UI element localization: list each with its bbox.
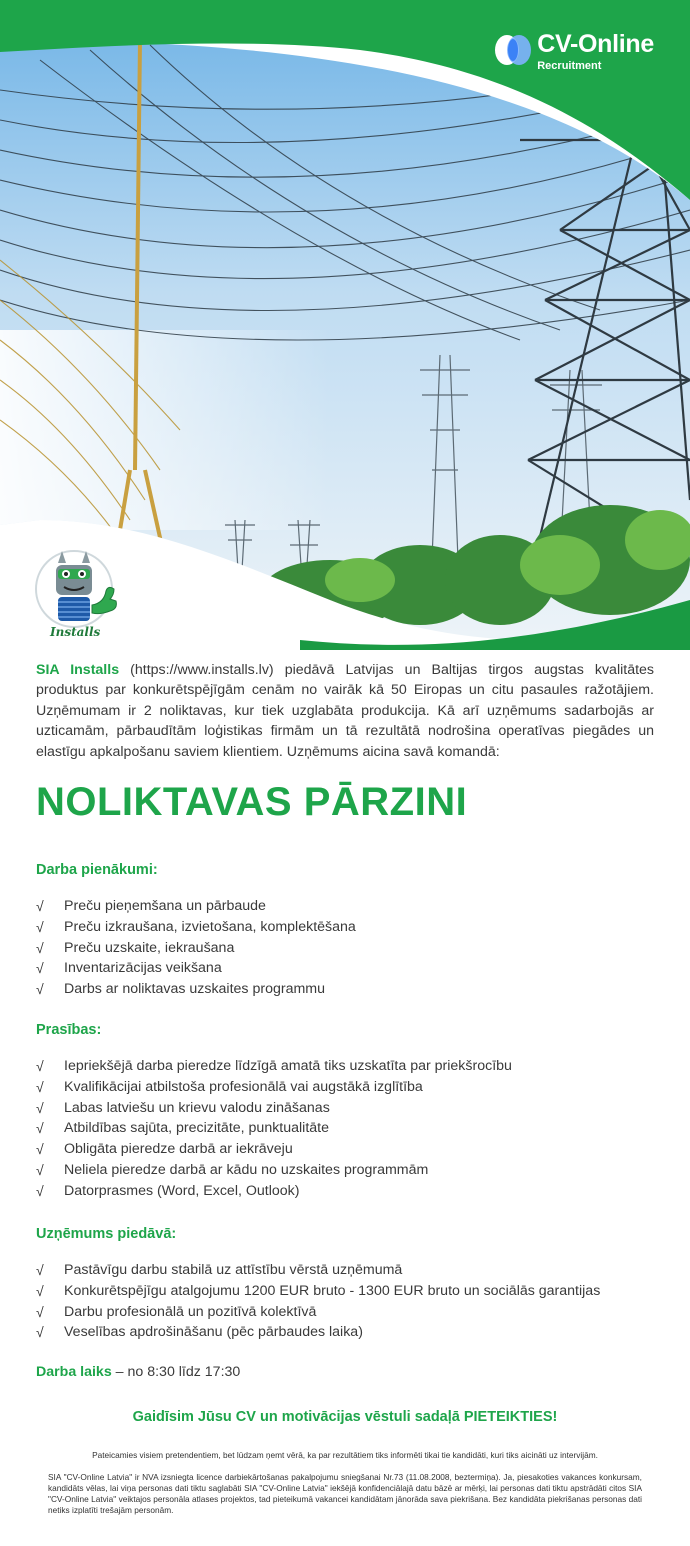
list-item-text: Atbildības sajūta, precizitāte, punktualitāte bbox=[64, 1120, 329, 1137]
check-icon: √ bbox=[36, 898, 44, 914]
company-intro bbox=[36, 660, 654, 762]
list-item bbox=[36, 1181, 666, 1202]
check-icon: √ bbox=[36, 1161, 44, 1178]
list-item bbox=[36, 1160, 666, 1181]
list-item bbox=[36, 1139, 666, 1160]
list-item bbox=[36, 1098, 666, 1119]
list-item-text: Preču pieņemšana un pārbaude bbox=[64, 898, 266, 914]
list-item bbox=[36, 1077, 666, 1098]
license-privacy-text: SIA "CV-Online Latvia" ir NVA izsniegta licence darbiekārtošanas pakalpojumu sniegšanai Nr.73 (11.08.2008, beztermiņa). Ja, piesakoties vakances konkursam, kandidāts vēlas, lai viņa personas dati tiktu saglabāti SIA "CV-Online Latvia" iekšējā konfidenciālajā datu bāzē ar mērķi, lai personas dati tiktu apstrādāti citos SIA "CV-Online Latvia" veiktajos personāla atlases projektos, tad pieteikumā vakancei kandidātam jānorāda sava piekrišana. Bez kandidāta piekrišanas personas dati netiks izplatīti trešajām personām. bbox=[48, 1472, 642, 1515]
installs-logo-text: Installs bbox=[50, 625, 101, 639]
duties-section bbox=[36, 862, 666, 1000]
check-icon: √ bbox=[36, 1078, 44, 1095]
duties-list bbox=[36, 896, 666, 1000]
list-item-text: Datorprasmes (Word, Excel, Outlook) bbox=[64, 1182, 300, 1199]
work-hours bbox=[36, 1364, 240, 1380]
company-name: SIA Installs bbox=[36, 662, 120, 678]
list-item bbox=[36, 1118, 666, 1139]
check-icon: √ bbox=[36, 1282, 44, 1299]
check-icon: √ bbox=[36, 1058, 44, 1074]
check-icon: √ bbox=[36, 1099, 44, 1116]
list-item-text: Kvalifikācijai atbilstoša profesionālā vai augstākā izglītība bbox=[64, 1078, 423, 1095]
work-hours-value: – no 8:30 līdz 17:30 bbox=[111, 1364, 241, 1380]
list-item-text: Inventarizācijas veikšana bbox=[64, 960, 222, 977]
cv-online-logo[interactable] bbox=[493, 30, 654, 72]
offer-list bbox=[36, 1260, 666, 1343]
check-icon: √ bbox=[36, 1182, 44, 1199]
cv-online-logo-icon bbox=[493, 30, 533, 70]
list-item-text: Neliela pieredze darbā ar kādu no uzskaites programmām bbox=[64, 1161, 429, 1178]
list-item bbox=[36, 1281, 666, 1302]
check-icon: √ bbox=[36, 1120, 44, 1137]
list-item-text: Preču izkraušana, izvietošana, komplektēšana bbox=[64, 918, 356, 935]
check-icon: √ bbox=[36, 981, 44, 998]
apply-call-to-action: Gaidīsim Jūsu CV un motivācijas vēstuli sadaļā PIETEIKTIES! bbox=[132, 1409, 558, 1425]
list-item bbox=[36, 938, 666, 959]
work-hours-label: Darba laiks bbox=[36, 1364, 112, 1380]
brand-name: CV-Online bbox=[537, 30, 654, 58]
check-icon: √ bbox=[36, 1324, 44, 1341]
list-item-text: Darbs ar noliktavas uzskaites programmu bbox=[64, 981, 325, 998]
check-icon: √ bbox=[36, 918, 44, 935]
list-item bbox=[36, 896, 666, 917]
list-item bbox=[36, 1056, 666, 1077]
check-icon: √ bbox=[36, 960, 44, 977]
disclaimer-text: Pateicamies visiem pretendentiem, bet lūdzam ņemt vērā, ka par rezultātiem tiks informēti tikai tie kandidāti, kuri tiks aicināti uz intervijām. bbox=[92, 1450, 598, 1460]
list-item-text: Iepriekšējā darba pieredze līdzīgā amatā tiks uzskatīta par priekšrocību bbox=[64, 1058, 512, 1074]
intro-text: (https://www.installs.lv) piedāvā Latvijas un Baltijas tirgos augstas kvalitātes produktus par konkurētspējīgām cenām no vairāk kā 50 Eiropas un citu pasaules ražotājiem. Uzņēmumam ir 2 noliktavas, kur tiek uzglabāta produkcija. Kā arī uzņēmums sadarbojās ar uzticamām, pārbaudītām loģistikas firmām un tā rezultātā nodrošina operatīvas piegādes un elastīgu apkalpošanu saviem klientiem. Uzņēmums aicina savā komandā: bbox=[36, 662, 655, 760]
list-item bbox=[36, 917, 666, 938]
list-item bbox=[36, 1322, 666, 1343]
list-item-text: Preču uzskaite, iekraušana bbox=[64, 939, 235, 956]
requirements-section bbox=[36, 1022, 666, 1202]
offer-section bbox=[36, 1226, 666, 1343]
requirements-heading: Prasības: bbox=[36, 1022, 102, 1038]
list-item-text: Pastāvīgu darbu stabilā uz attīstību vērstā uzņēmumā bbox=[64, 1262, 403, 1278]
duties-heading: Darba pienākumi: bbox=[36, 862, 158, 878]
list-item-text: Obligāta pieredze darbā ar iekrāveju bbox=[64, 1141, 293, 1158]
list-item-text: Konkurētspējīgu atalgojumu 1200 EUR bruto - 1300 EUR bruto un sociālās garantijas bbox=[64, 1282, 601, 1299]
requirements-list bbox=[36, 1056, 666, 1202]
list-item bbox=[36, 958, 666, 979]
check-icon: √ bbox=[36, 1303, 44, 1320]
offer-heading: Uzņēmums piedāvā: bbox=[36, 1226, 177, 1242]
list-item-text: Labas latviešu un krievu valodu zināšanas bbox=[64, 1099, 330, 1116]
job-title: NOLIKTAVAS PĀRZINI bbox=[36, 780, 468, 824]
list-item-text: Veselības apdrošināšanu (pēc pārbaudes laika) bbox=[64, 1324, 363, 1341]
brand-subtitle: Recruitment bbox=[537, 60, 602, 72]
list-item-text: Darbu profesionālā un pozitīvā kolektīvā bbox=[64, 1303, 317, 1320]
check-icon: √ bbox=[36, 939, 44, 956]
list-item bbox=[36, 1260, 666, 1281]
list-item bbox=[36, 979, 666, 1000]
list-item bbox=[36, 1302, 666, 1323]
check-icon: √ bbox=[36, 1141, 44, 1158]
check-icon: √ bbox=[36, 1262, 44, 1278]
